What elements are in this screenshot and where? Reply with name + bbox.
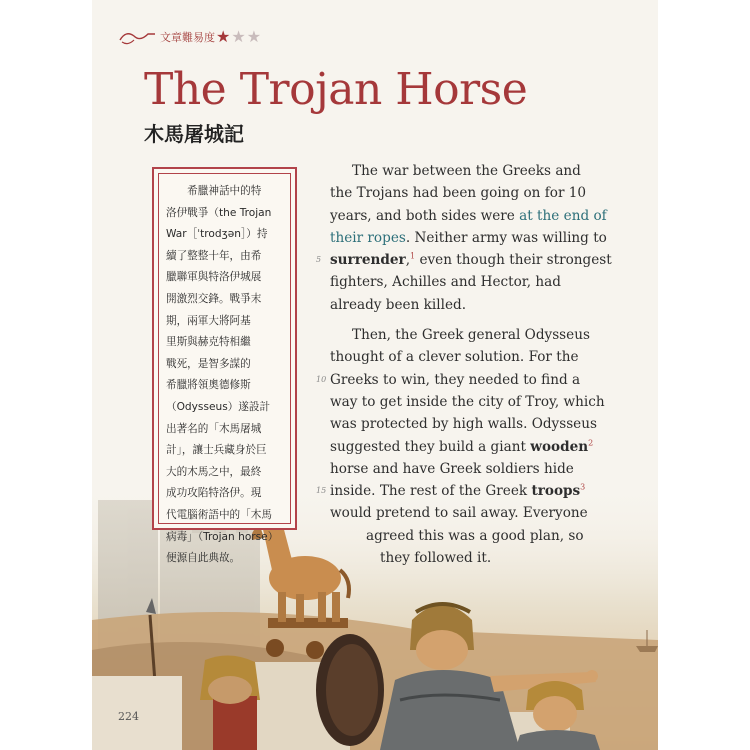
text-line: they followed it. <box>380 550 492 567</box>
text-span: even though their strongest <box>415 252 612 269</box>
article-title: The Trojan Horse <box>144 64 528 115</box>
note-line: 計」，讓士兵藏身於巨 <box>166 444 267 457</box>
text-line: Then, the Greek general Odysseus <box>352 327 590 344</box>
note-line: 續了整整十年，由希 <box>166 249 262 262</box>
background-note-box <box>152 167 297 565</box>
note-line: 大的木馬之中，最終 <box>166 465 262 478</box>
text-line: fighters, Achilles and Hector, had <box>330 274 561 291</box>
footnote-marker: 2 <box>588 438 594 448</box>
note-line: 開激烈交鋒。戰爭末 <box>166 292 262 305</box>
text-line: horse and have Greek soldiers hide <box>330 460 574 477</box>
text-span: suggested they build a giant <box>330 438 531 455</box>
note-line: 希臘將領奧德修斯 <box>166 379 251 392</box>
note-line: 成功攻陷特洛伊。現 <box>166 487 262 500</box>
text-line <box>330 227 607 249</box>
text-span: years, and both sides were <box>330 207 520 224</box>
note-line: 戰死，是智多謀的 <box>166 357 251 370</box>
article-subtitle: 木馬屠城記 <box>144 122 244 146</box>
text-line: agreed this was a good plan, so <box>366 527 584 544</box>
note-line: （Odysseus）遂設計 <box>166 400 271 413</box>
text-line: thought of a clever solution. For the <box>330 349 579 366</box>
note-line: 出著名的「木馬屠城 <box>166 422 262 435</box>
idiom-highlight: their ropes <box>330 229 406 246</box>
star-icon-empty: ★ <box>231 27 246 46</box>
paragraph-1 <box>316 160 612 316</box>
line-number: 15 <box>316 486 327 496</box>
text-line: would pretend to sail away. Everyone <box>330 505 588 522</box>
vocab-word: surrender <box>330 252 406 269</box>
text-line: was protected by high walls. Odysseus <box>330 416 597 433</box>
note-line: 代電腦術語中的「木馬 <box>166 508 272 521</box>
note-line: War［ˈtrodʒən］）持 <box>166 228 268 241</box>
vocab-word: troops <box>531 483 581 500</box>
vocab-word: wooden <box>530 438 589 455</box>
idiom-highlight: at the end of <box>519 207 607 224</box>
difficulty-rating <box>118 26 261 48</box>
text-span: Greeks to win, they needed to find a <box>330 371 581 388</box>
text-line <box>316 249 612 271</box>
page-number: 224 <box>118 710 139 723</box>
footnote-marker: 1 <box>410 251 416 261</box>
text-line <box>316 480 592 502</box>
note-line: 病毒」（Trojan horse） <box>166 530 279 543</box>
text-line: already been killed. <box>330 296 467 313</box>
text-line <box>330 436 592 458</box>
line-number: 10 <box>316 374 327 384</box>
footnote-marker: 3 <box>580 482 586 492</box>
line-number: 5 <box>316 255 322 265</box>
text-line <box>316 369 592 391</box>
note-text <box>166 181 288 570</box>
text-line: the Trojans had been going on for 10 <box>330 185 587 202</box>
note-line: 期，兩軍大將阿基 <box>166 314 251 327</box>
text-line <box>330 205 607 227</box>
star-icon-empty: ★ <box>246 27 262 46</box>
story-body <box>316 160 612 577</box>
ornament-swirl-icon <box>118 28 156 46</box>
note-line: 臘聯軍與特洛伊城展 <box>166 271 262 284</box>
note-line: 洛伊戰爭（the Trojan <box>166 206 272 219</box>
note-line: 便源自此典故。 <box>166 552 241 565</box>
text-span: . Neither army was willing to <box>405 229 607 246</box>
text-line: way to get inside the city of Troy, which <box>330 393 605 410</box>
difficulty-label: 文章難易度 <box>160 31 215 44</box>
star-icon-filled: ★ <box>216 27 231 46</box>
paragraph-2 <box>316 324 605 569</box>
note-line: 里斯與赫克特相繼 <box>166 336 251 349</box>
note-line: 希臘神話中的特 <box>166 185 262 197</box>
text-line: The war between the Greeks and <box>352 163 581 179</box>
text-span: , <box>405 252 411 269</box>
text-span: inside. The rest of the Greek <box>330 483 532 500</box>
